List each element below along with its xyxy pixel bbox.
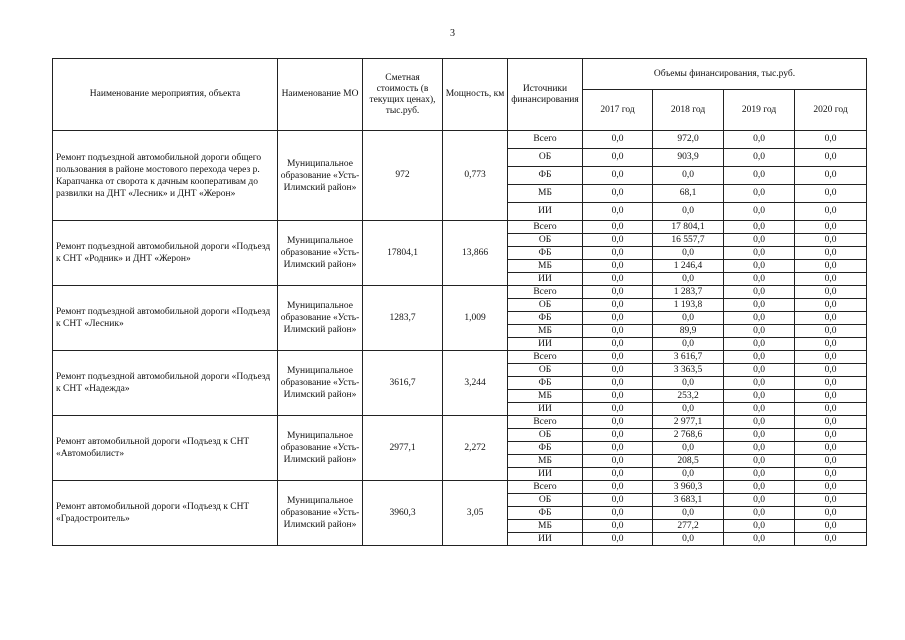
event-name-cell: Ремонт автомобильной дороги «Подъезд к СНТ «Автомобилист» <box>53 416 278 481</box>
value-cell: 0,0 <box>724 131 795 149</box>
value-cell: 0,0 <box>795 429 867 442</box>
value-cell: 17 804,1 <box>653 221 724 234</box>
value-cell: 0,0 <box>724 507 795 520</box>
value-cell: 0,0 <box>583 260 653 273</box>
value-cell: 0,0 <box>653 273 724 286</box>
source-cell: МБ <box>508 325 583 338</box>
event-name-cell: Ремонт подъездной автомобильной дороги «Подъезд к СНТ «Надежда» <box>53 351 278 416</box>
header-year: 2020 год <box>795 90 867 131</box>
value-cell: 0,0 <box>583 167 653 185</box>
header-event-name: Наименование мероприятия, объекта <box>53 59 278 131</box>
value-cell: 0,0 <box>724 247 795 260</box>
value-cell: 0,0 <box>724 312 795 325</box>
source-cell: ОБ <box>508 299 583 312</box>
value-cell: 0,0 <box>724 234 795 247</box>
table-row <box>53 286 867 299</box>
cost-cell: 17804,1 <box>363 221 443 286</box>
value-cell: 0,0 <box>583 247 653 260</box>
value-cell: 0,0 <box>583 312 653 325</box>
mo-name-cell: Муниципальное образование «Усть-Илимский район» <box>278 351 363 416</box>
value-cell: 0,0 <box>795 364 867 377</box>
value-cell: 0,0 <box>724 429 795 442</box>
value-cell: 0,0 <box>795 468 867 481</box>
value-cell: 0,0 <box>795 149 867 167</box>
source-cell: ОБ <box>508 429 583 442</box>
cost-cell: 972 <box>363 131 443 221</box>
value-cell: 0,0 <box>795 377 867 390</box>
cost-cell: 1283,7 <box>363 286 443 351</box>
value-cell: 0,0 <box>653 507 724 520</box>
value-cell: 0,0 <box>724 455 795 468</box>
table-row-group <box>53 351 867 416</box>
value-cell: 0,0 <box>583 286 653 299</box>
value-cell: 0,0 <box>724 351 795 364</box>
event-name-cell: Ремонт подъездной автомобильной дороги общего пользования в районе мостового перехода через р. Карапчанка от сворота к дачным кооперативам до развилки на ДНТ «Лесник» и ДНТ «Жерон» <box>53 131 278 221</box>
value-cell: 0,0 <box>583 468 653 481</box>
value-cell: 0,0 <box>583 403 653 416</box>
value-cell: 0,0 <box>795 351 867 364</box>
value-cell: 0,0 <box>583 416 653 429</box>
value-cell: 0,0 <box>795 507 867 520</box>
table-row-group <box>53 221 867 286</box>
value-cell: 0,0 <box>583 351 653 364</box>
header-year: 2019 год <box>724 90 795 131</box>
table-row-group <box>53 481 867 546</box>
value-cell: 0,0 <box>583 455 653 468</box>
value-cell: 0,0 <box>583 273 653 286</box>
value-cell: 0,0 <box>724 260 795 273</box>
value-cell: 0,0 <box>583 533 653 546</box>
page-number: 3 <box>450 28 455 39</box>
source-cell: ОБ <box>508 494 583 507</box>
value-cell: 0,0 <box>795 338 867 351</box>
source-cell: Всего <box>508 416 583 429</box>
source-cell: МБ <box>508 260 583 273</box>
header-mo-name: Наименование МО <box>278 59 363 131</box>
value-cell: 3 683,1 <box>653 494 724 507</box>
source-cell: ОБ <box>508 234 583 247</box>
source-cell: ИИ <box>508 273 583 286</box>
source-cell: ИИ <box>508 203 583 221</box>
source-cell: Всего <box>508 351 583 364</box>
value-cell: 0,0 <box>795 247 867 260</box>
value-cell: 0,0 <box>724 416 795 429</box>
value-cell: 0,0 <box>724 203 795 221</box>
source-cell: МБ <box>508 520 583 533</box>
value-cell: 0,0 <box>795 131 867 149</box>
value-cell: 0,0 <box>795 299 867 312</box>
table-row <box>53 481 867 494</box>
value-cell: 0,0 <box>724 494 795 507</box>
value-cell: 0,0 <box>583 221 653 234</box>
source-cell: Всего <box>508 131 583 149</box>
value-cell: 0,0 <box>795 203 867 221</box>
value-cell: 0,0 <box>583 185 653 203</box>
source-cell: ФБ <box>508 247 583 260</box>
source-cell: ФБ <box>508 312 583 325</box>
value-cell: 0,0 <box>724 481 795 494</box>
source-cell: МБ <box>508 455 583 468</box>
source-cell: Всего <box>508 286 583 299</box>
source-cell: МБ <box>508 390 583 403</box>
capacity-cell: 2,272 <box>443 416 508 481</box>
value-cell: 0,0 <box>795 520 867 533</box>
value-cell: 0,0 <box>653 533 724 546</box>
source-cell: Всего <box>508 221 583 234</box>
value-cell: 0,0 <box>583 149 653 167</box>
value-cell: 0,0 <box>724 221 795 234</box>
table-row <box>53 416 867 429</box>
capacity-cell: 13,866 <box>443 221 508 286</box>
mo-name-cell: Муниципальное образование «Усть-Илимский район» <box>278 221 363 286</box>
value-cell: 0,0 <box>724 364 795 377</box>
source-cell: ОБ <box>508 149 583 167</box>
value-cell: 1 246,4 <box>653 260 724 273</box>
value-cell: 0,0 <box>724 325 795 338</box>
event-name-cell: Ремонт автомобильной дороги «Подъезд к СНТ «Градостроитель» <box>53 481 278 546</box>
table-row-group <box>53 416 867 481</box>
value-cell: 0,0 <box>583 338 653 351</box>
table-row-group <box>53 286 867 351</box>
capacity-cell: 0,773 <box>443 131 508 221</box>
header-year: 2018 год <box>653 90 724 131</box>
value-cell: 0,0 <box>795 494 867 507</box>
value-cell: 0,0 <box>653 312 724 325</box>
cost-cell: 3616,7 <box>363 351 443 416</box>
value-cell: 0,0 <box>583 494 653 507</box>
value-cell: 0,0 <box>724 377 795 390</box>
value-cell: 0,0 <box>583 364 653 377</box>
value-cell: 903,9 <box>653 149 724 167</box>
value-cell: 0,0 <box>724 167 795 185</box>
value-cell: 3 363,5 <box>653 364 724 377</box>
value-cell: 0,0 <box>795 390 867 403</box>
value-cell: 0,0 <box>795 533 867 546</box>
value-cell: 208,5 <box>653 455 724 468</box>
source-cell: МБ <box>508 185 583 203</box>
value-cell: 0,0 <box>653 338 724 351</box>
value-cell: 0,0 <box>724 273 795 286</box>
mo-name-cell: Муниципальное образование «Усть-Илимский район» <box>278 286 363 351</box>
value-cell: 0,0 <box>583 377 653 390</box>
header-sources: Источники финансирования <box>508 59 583 131</box>
table-row <box>53 351 867 364</box>
value-cell: 0,0 <box>583 234 653 247</box>
event-name-cell: Ремонт подъездной автомобильной дороги «Подъезд к СНТ «Родник» и ДНТ «Жерон» <box>53 221 278 286</box>
value-cell: 0,0 <box>795 167 867 185</box>
value-cell: 0,0 <box>724 403 795 416</box>
source-cell: ОБ <box>508 364 583 377</box>
value-cell: 0,0 <box>795 260 867 273</box>
value-cell: 0,0 <box>724 149 795 167</box>
capacity-cell: 3,244 <box>443 351 508 416</box>
capacity-cell: 3,05 <box>443 481 508 546</box>
header-year: 2017 год <box>583 90 653 131</box>
header-estimated-cost: Сметная стоимость (в текущих ценах), тыс.руб. <box>363 59 443 131</box>
value-cell: 3 960,3 <box>653 481 724 494</box>
capacity-cell: 1,009 <box>443 286 508 351</box>
value-cell: 0,0 <box>583 442 653 455</box>
value-cell: 0,0 <box>724 390 795 403</box>
value-cell: 0,0 <box>653 203 724 221</box>
funding-table <box>52 58 867 546</box>
cost-cell: 2977,1 <box>363 416 443 481</box>
value-cell: 2 768,6 <box>653 429 724 442</box>
value-cell: 0,0 <box>653 403 724 416</box>
header-capacity: Мощность, км <box>443 59 508 131</box>
value-cell: 0,0 <box>724 185 795 203</box>
value-cell: 0,0 <box>795 312 867 325</box>
table-row <box>53 221 867 234</box>
value-cell: 2 977,1 <box>653 416 724 429</box>
value-cell: 16 557,7 <box>653 234 724 247</box>
cost-cell: 3960,3 <box>363 481 443 546</box>
value-cell: 0,0 <box>724 468 795 481</box>
header-funding-volume: Объемы финансирования, тыс.руб. <box>583 59 867 90</box>
value-cell: 68,1 <box>653 185 724 203</box>
value-cell: 0,0 <box>583 481 653 494</box>
source-cell: ИИ <box>508 403 583 416</box>
source-cell: ИИ <box>508 468 583 481</box>
source-cell: ФБ <box>508 442 583 455</box>
source-cell: ФБ <box>508 507 583 520</box>
value-cell: 0,0 <box>583 325 653 338</box>
value-cell: 0,0 <box>724 338 795 351</box>
value-cell: 0,0 <box>795 221 867 234</box>
table-row <box>53 131 867 149</box>
value-cell: 0,0 <box>583 520 653 533</box>
value-cell: 0,0 <box>653 377 724 390</box>
value-cell: 0,0 <box>583 390 653 403</box>
mo-name-cell: Муниципальное образование «Усть-Илимский район» <box>278 481 363 546</box>
value-cell: 0,0 <box>795 442 867 455</box>
source-cell: Всего <box>508 481 583 494</box>
value-cell: 0,0 <box>724 533 795 546</box>
value-cell: 0,0 <box>795 416 867 429</box>
value-cell: 0,0 <box>795 481 867 494</box>
value-cell: 972,0 <box>653 131 724 149</box>
mo-name-cell: Муниципальное образование «Усть-Илимский район» <box>278 131 363 221</box>
source-cell: ФБ <box>508 377 583 390</box>
value-cell: 0,0 <box>653 468 724 481</box>
value-cell: 0,0 <box>724 286 795 299</box>
value-cell: 0,0 <box>583 299 653 312</box>
value-cell: 3 616,7 <box>653 351 724 364</box>
value-cell: 0,0 <box>653 442 724 455</box>
value-cell: 0,0 <box>795 185 867 203</box>
value-cell: 0,0 <box>724 299 795 312</box>
value-cell: 0,0 <box>795 403 867 416</box>
value-cell: 0,0 <box>795 325 867 338</box>
source-cell: ИИ <box>508 533 583 546</box>
value-cell: 1 193,8 <box>653 299 724 312</box>
value-cell: 0,0 <box>724 442 795 455</box>
value-cell: 0,0 <box>795 286 867 299</box>
table-row-group <box>53 131 867 221</box>
value-cell: 0,0 <box>583 429 653 442</box>
value-cell: 89,9 <box>653 325 724 338</box>
event-name-cell: Ремонт подъездной автомобильной дороги «Подъезд к СНТ «Лесник» <box>53 286 278 351</box>
value-cell: 0,0 <box>653 247 724 260</box>
value-cell: 0,0 <box>795 455 867 468</box>
value-cell: 0,0 <box>583 203 653 221</box>
value-cell: 0,0 <box>583 131 653 149</box>
value-cell: 0,0 <box>653 167 724 185</box>
value-cell: 1 283,7 <box>653 286 724 299</box>
value-cell: 277,2 <box>653 520 724 533</box>
source-cell: ФБ <box>508 167 583 185</box>
mo-name-cell: Муниципальное образование «Усть-Илимский район» <box>278 416 363 481</box>
source-cell: ИИ <box>508 338 583 351</box>
value-cell: 0,0 <box>795 273 867 286</box>
value-cell: 0,0 <box>724 520 795 533</box>
value-cell: 0,0 <box>795 234 867 247</box>
value-cell: 0,0 <box>583 507 653 520</box>
value-cell: 253,2 <box>653 390 724 403</box>
